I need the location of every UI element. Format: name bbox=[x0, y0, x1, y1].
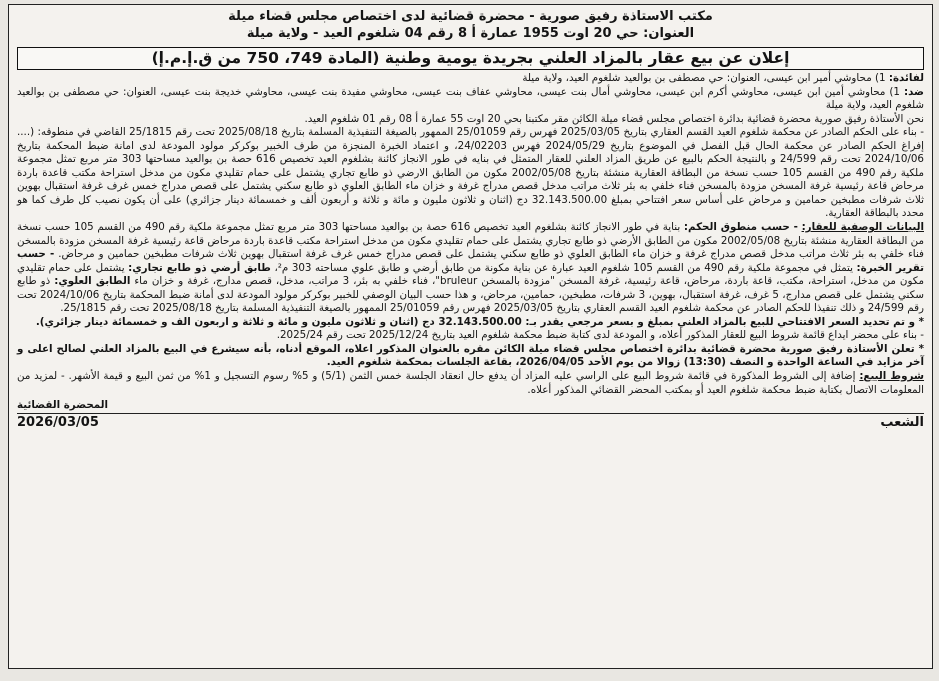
against-party bbox=[17, 86, 924, 113]
for-party bbox=[17, 72, 924, 86]
publication-date: 2026/03/05 bbox=[17, 415, 99, 431]
sale-conditions-text: إضافة إلى الشروط المذكورة في قائمة شروط البيع على الراسي عليه المزاد أن يدفع حال انعقاد الجلسة خمس الثمن (5/1) و 5% رسوم التسجيل و 1% من ثمن البيع و قيمة الأشهر. - لمزيد من المعلومات الاتصال بكتابة ضبط محكمة شلغوم العيد أو بمكتب المحضر القضائي المذكور أعلاه. bbox=[17, 370, 924, 396]
ground-floor-text: يشتمل على حمام تقليدي مكون من مدخل، استراحة، مكتب، قاعة باردة، مرحاض، قاعة رئيسية، غرفة المسخن "مزودة بالمسخن bruleur"، فناء خلفي به بئر، 3 مراتب، مدخل، قصص مدارج، غرفة و خزان ماء bbox=[17, 261, 924, 288]
upper-floor-text: ذو طابع سكني يشتمل على قصص مدارج، 5 غرف، غرفة استقبال، بهوين، 3 شرفات، مطبخين، حمامين، مرحاض، و هذا حسب البيان الوصفي للخبير بوكركر مولود المودعة لدى أمانة ضبط المحكمة بتاريخ 2024/10/06 تحت رقم 24/599 و ذلك تنفيذا للحكم الصادر عن محكمة شلغوم العيد القسم العقاري بتاريخ 2025/03/05 فهرس رقم 25/01059 الممهور بالصيغة التنفيذية المسلمة بتاريخ 2025/08/18 تحت رقم 25/1815. bbox=[17, 275, 924, 315]
property-description-label: البيانات الوصفية للعقار: bbox=[801, 221, 924, 234]
notice-body bbox=[17, 72, 924, 397]
for-party-text: 1) محاوشي أمير ابن عيسى، العنوان: حي مصطفى بن بوالعيد شلغوم العيد، ولاية ميلة bbox=[522, 72, 886, 84]
ground-floor-label: طابق أرضي ذو طابع تجاري: bbox=[128, 261, 271, 274]
expert-text: يتمثل في مجموعة ملكية رقم 490 من القسم 105 شلغوم العيد عبارة عن بناية مكونة من طابق أرضي و طابق علوي مساحته 303 م²، bbox=[274, 261, 853, 274]
auction-announcement: * تعلن الأستاذة رفيق صورية محضرة قضائية بدائرة اختصاص مجلس قضاء ميلة الكائن مقره بالعنوان المذكور اعلاه، الموقع أدناه، بأنه سيشرع في البيع بالمزاد العلني لصالح اعلى و آخر مزايد في الساعة الواحدة و النصف (13:30) زوالا من يوم الأحد 2026/04/05، بقاعة الجلسات بمحكمة شلغوم العيد. bbox=[17, 342, 924, 369]
upper-floor-label: الطابق العلوي: bbox=[54, 275, 131, 288]
intro-paragraph: نحن الأستاذة رفيق صورية محضرة قضائية بدائرة اختصاص مجلس قضاء ميلة الكائن مقر مكتبنا بحي 20 اوت 55 عمارة أ 08 رقم 01 شلغوم العيد. bbox=[304, 112, 924, 125]
opening-price: * و تم تحديد السعر الافتتاحي للبيع بالمزاد العلني بمبلغ و بسعر مرجعي يقدر بـ: 32.143.500.00 دج (اثنان و ثلاثون مليون و مائة و ثلاثة و اربعون الف و خمسمائة دينار جزائري). bbox=[35, 315, 924, 328]
property-description bbox=[17, 221, 924, 316]
for-party-label: لفائدة: bbox=[888, 72, 924, 84]
signature-title: المحضرة القضائية bbox=[17, 399, 109, 412]
office-title: مكتب الاستاذة رفيق صورية - محضرة قضائية لدى اختصاص مجلس قضاء ميلة bbox=[228, 9, 713, 24]
notice-header bbox=[17, 8, 924, 42]
notice-title-banner: إعلان عن بيع عقار بالمزاد العلني بجريدة يومية وطنية (المادة 749، 750 من ق.إ.م.إ) bbox=[17, 47, 924, 70]
judgment-paragraph: - بناء على الحكم الصادر عن محكمة شلغوم العيد القسم العقاري بتاريخ 2025/03/05 فهرس رقم 25/01059 الممهور بالصيغة التنفيذية المسلمة بتاريخ 2025/08/18 تحت رقم 25/1815 القاضي في منطوقه: (.... إفراغ الحكم الصادر عن محكمة الحال قبل الفصل في الموضوع بتاريخ 2024/05/29 فهرس 24/02203، و اعتماد الخبرة المنجزة من طرف الخبير بوكركر مولود المودعة لدى امانة ضبط المحكمة بتاريخ 2024/10/06 تحت رقم 24/599 و بالنتيجة الحكم بالبيع عن طريق المزاد العلني للعقار المتمثل في بنايه في طور الانجاز كائنة بشلغوم العيد تخصيص 616 حصة بن بوالعيد مساحتها 303 متر مربع تمثل مجموعة ملكية رقم 490 من القسم 105 حسب نسخة من البطاقة العقارية منشئة بتاريخ 2002/05/08 مكون من الطابق الارضي ذو طابع تجاري يشتمل على حمام تقليدي مكون من مدخل استراحة مكتب قاعدة باردة مرحاض قاعة رئيسية غرفة المسخن مزودة بالمسخن فناء خلفي به بئر ثلاث مراتب مدخل قصص مدراج غرفة و خزان ماء الطابق العلوي ذو طابع سكني يشتمل على قصص مدراج خمس غرف غرفة استقبال بهوين ثلاث شرفات مطبخين حمامين و مرحاض على أساس سعر افتتاحي بمبلغ 32.143.500.00 دج (اثنان و ثلاثون مليون و مائة و ثلاثة و أربعون ألف و خمسمائة دينار جزائري) على أن يكون نصيب كل طرف كما هو محدد بالبطاقة العقارية. bbox=[17, 126, 924, 220]
deposit-paragraph: - بناء على محضر ايداع قائمة شروط البيع للعقار المذكور أعلاه، و المودعة لدى كتابة ضبط محكمة شلغوم العيد بتاريخ 2025/12/24 تحت رقم 2025/24. bbox=[276, 329, 924, 342]
office-address: العنوان: حي 20 اوت 1955 عمارة أ 8 رقم 04 شلغوم العيد - ولاية ميلة bbox=[246, 26, 695, 41]
verdict-label: - حسب منطوق الحكم: bbox=[683, 221, 798, 234]
sale-conditions-label: شروط البيع: bbox=[859, 370, 925, 383]
signature-block bbox=[17, 399, 924, 411]
newspaper-name: الشعب bbox=[880, 415, 924, 431]
page-footer bbox=[17, 413, 924, 430]
against-party-label: ضد: bbox=[903, 85, 924, 98]
against-party-text: 1) محاوشي أمين ابن عيسى، محاوشي أكرم ابن عيسى، محاوشي أمال بنت عيسى، محاوشي عفاف بنت عيسى، محاوشي مفيدة بنت عيسى، محاوشي خديجة بنت عيسى، العنوان: حي مصطفى بن بوالعيد شلغوم العيد، ولاية ميلة bbox=[17, 85, 924, 112]
legal-notice-page bbox=[8, 4, 933, 669]
sale-conditions bbox=[17, 370, 924, 397]
verdict-text: بناية في طور الانجاز كائنة بشلغوم العيد تخصيص 616 حصة بن بوالعيد مساحتها 303 متر مربع تمثل مجموعة ملكية رقم 490 من القسم 105 حسب نسخة من البطاقة العقارية منشئة بتاريخ 2002/05/08 مكون من الطابق الأرضي ذو طابع تجاري يشتمل على حمام تقليدي مكون من مدخل استراحة مكتب قاعدة باردة مرحاض قاعة رئيسية غرفة المسخن مزودة بالمسخن فناء خلفي به بئر ثلاث مراتب مدخل قصص مدراج غرفة و خزان ماء الطابق العلوي ذو طابع سكني يشتمل على قصص مدراج خمس غرف غرفة استقبال بهوين ثلاث شرفات مطبخين حمامين و مرحاض. bbox=[17, 221, 924, 261]
expert-label: - حسب تقرير الخبرة: bbox=[17, 248, 924, 274]
